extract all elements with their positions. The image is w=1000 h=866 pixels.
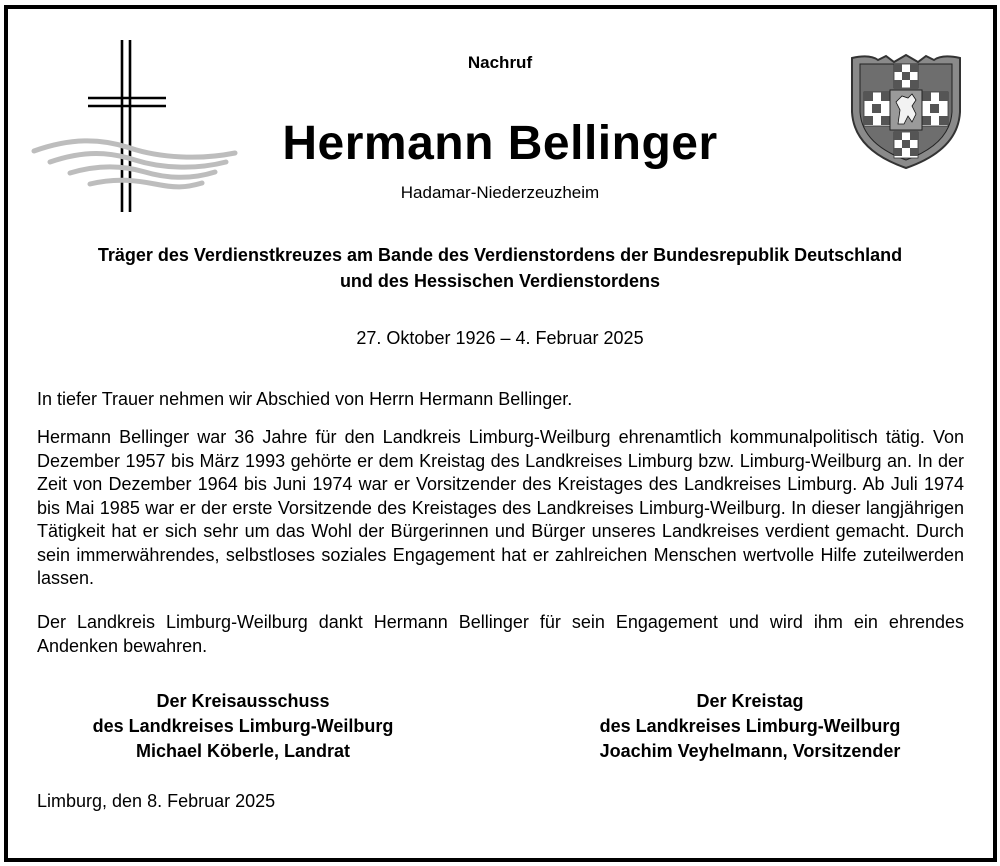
paragraph-farewell: In tiefer Trauer nehmen wir Abschied von Herrn Hermann Bellinger. bbox=[37, 389, 573, 409]
signature-right-line-1: Der Kreistag bbox=[696, 691, 804, 711]
deceased-name: Hermann Bellinger bbox=[282, 117, 718, 170]
honors-line-2: und des Hessischen Verdienstordens bbox=[339, 271, 661, 291]
paragraph-biography: Hermann Bellinger war 36 Jahre für den Landkreis Limburg-Weilburg ehrenamtlich kommunalpolitisch tätig. Von Dezember 1957 bis März 1993 gehörte er dem Kreistag des Landkreises Limburg bzw. Limburg-Weilburg an. In der Zeit von Dezember 1964 bis Juni 1974 war er Vorsitzender des Kreistages des Landkreises Limburg. Ab Juli 1974 bis Mai 1985 war er der erste Vorsitzende des Kreistages des Landkreises Limburg-Weilburg. In dieser langjährigen Tätigkeit hat er sich sehr um das Wohl der Bürgerinnen und Bürger unseres Landkreises verdient gemacht. Durch sein immerwährendes, selbstloses soziales Engagement hat er zahlreichen Menschen wertvolle Hilfe zuteilwerden lassen. bbox=[37, 427, 964, 588]
signature-right bbox=[540, 689, 960, 764]
signature-left-line-3: Michael Köberle, Landrat bbox=[135, 741, 351, 761]
signature-left-line-2: des Landkreises Limburg-Weilburg bbox=[92, 716, 394, 736]
honors-line-1: Träger des Verdienstkreuzes am Bande des Verdienstordens der Bundesrepublik Deutschland bbox=[97, 245, 903, 265]
paragraph-thanks: Der Landkreis Limburg-Weilburg dankt Hermann Bellinger für sein Engagement und wird ihm ein ehrendes Andenken bewahren. bbox=[37, 612, 964, 656]
residence: Hadamar-Niederzeuzheim bbox=[400, 183, 600, 202]
life-dates: 27. Oktober 1926 – 4. Februar 2025 bbox=[356, 328, 644, 348]
place-and-date: Limburg, den 8. Februar 2025 bbox=[37, 791, 276, 811]
signature-right-line-2: des Landkreises Limburg-Weilburg bbox=[599, 716, 901, 736]
signature-left-line-1: Der Kreisausschuss bbox=[156, 691, 330, 711]
notice-type: Nachruf bbox=[467, 53, 533, 72]
signature-left bbox=[33, 689, 453, 764]
honors bbox=[0, 242, 1000, 294]
signature-right-line-3: Joachim Veyhelmann, Vorsitzender bbox=[599, 741, 901, 761]
